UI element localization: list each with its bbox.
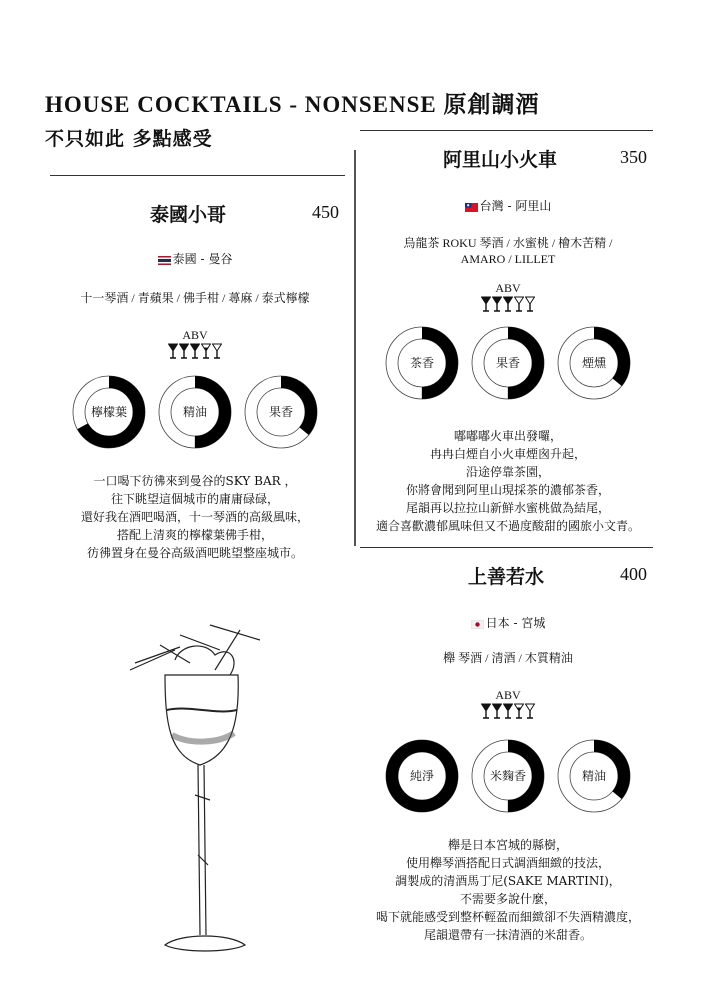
description-line: 不需要多說什麼， <box>459 892 556 906</box>
martini-glass-icon <box>525 703 535 723</box>
description-line: 調製成的清酒馬丁尼(SAKE MARTINI)， <box>395 874 621 888</box>
description-line: 嘟嘟嘟火車出發囉， <box>453 429 562 443</box>
martini-glass-icon <box>514 703 524 723</box>
flavor-label: 茶香 <box>409 356 434 370</box>
flavor-label: 精油 <box>581 769 606 783</box>
menu-subtitle: 不只如此 多點感受 <box>45 128 213 150</box>
origin <box>358 197 658 214</box>
cocktail-name: 泰國小哥 <box>150 204 227 226</box>
cocktail-price: 450 <box>312 202 339 222</box>
ingredients-line: 烏龍茶 ROKU 琴酒 / 水蜜桃 / 檜木苦精 / <box>403 236 613 250</box>
description-line: 櫸是日本宮城的縣樹， <box>447 838 568 852</box>
cocktail-name: 上善若水 <box>468 566 545 588</box>
martini-glass-icon <box>481 703 491 723</box>
divider <box>360 130 653 131</box>
cocktail-price: 400 <box>620 564 647 584</box>
abv-rating <box>358 281 658 316</box>
flavor-ring <box>556 738 632 814</box>
ingredients-line: AMARO / LILLET <box>460 252 556 266</box>
description <box>30 472 360 562</box>
martini-glass-icon <box>179 343 189 363</box>
martini-glass-icon <box>492 703 502 723</box>
martini-glass-icon <box>525 296 535 316</box>
flavor-ring <box>157 374 233 450</box>
martini-glass-icon <box>212 343 222 363</box>
flavor-ring <box>243 374 319 450</box>
martini-glass-icon <box>503 296 513 316</box>
flavor-ring <box>384 738 460 814</box>
martini-glass-icon <box>492 296 502 316</box>
flavor-label: 精油 <box>182 405 207 419</box>
divider <box>50 175 345 176</box>
flavor-label: 煙燻 <box>581 356 606 370</box>
cocktail-price: 350 <box>620 147 647 167</box>
flavor-ring <box>71 374 147 450</box>
origin <box>358 614 658 631</box>
description-line: 還好我在酒吧喝酒，十一琴酒的高級風味， <box>80 510 309 524</box>
cocktail-name: 阿里山小火車 <box>443 149 558 171</box>
description-line: 喝下就能感受到整杯輕盈而細緻卻不失酒精濃度， <box>375 910 640 924</box>
description <box>348 427 668 535</box>
ingredients-line: 櫸 琴酒 / 清酒 / 木質精油 <box>443 651 573 665</box>
flavor-label: 果香 <box>268 405 293 419</box>
abv-label: ABV <box>182 328 208 342</box>
thailand-flag-icon <box>158 254 171 263</box>
flavor-label: 純淨 <box>409 769 434 783</box>
japan-flag-icon <box>471 618 484 627</box>
flavor-ring <box>470 738 546 814</box>
description-line: 尾韻還帶有一抹清酒的米甜香。 <box>423 928 592 942</box>
flavor-label: 果香 <box>495 356 520 370</box>
flavor-ring <box>470 325 546 401</box>
flavor-label: 檸檬葉 <box>90 405 127 419</box>
cocktail-glass-illustration <box>120 615 270 965</box>
martini-glass-icon <box>481 296 491 316</box>
abv-rating <box>358 688 658 723</box>
description-line: 使用櫸琴酒搭配日式調酒細緻的技法， <box>405 856 610 870</box>
martini-glass-icon <box>503 703 513 723</box>
description-line: 一口喝下彷彿來到曼谷的SKY BAR ， <box>93 474 297 488</box>
abv-rating <box>40 328 350 363</box>
ingredients <box>358 650 658 666</box>
description-line: 往下眺望這個城市的庸庸碌碌， <box>110 492 279 506</box>
martini-glass-icon <box>190 343 200 363</box>
menu-title: HOUSE COCKTAILS - NONSENSE 原創調酒 <box>45 92 540 117</box>
flavor-label: 米麴香 <box>489 769 526 783</box>
origin-text: 日本 - 宮城 <box>485 616 546 630</box>
ingredients <box>40 290 350 306</box>
description-line: 冉冉白煙自小火車煙囪升起， <box>429 447 586 461</box>
origin <box>40 250 350 267</box>
flavor-rings <box>358 325 658 401</box>
abv-label: ABV <box>495 688 521 702</box>
martini-glass-icon <box>168 343 178 363</box>
abv-label: ABV <box>495 281 521 295</box>
description-line: 尾韻再以拉拉山新鮮水蜜桃做為結尾， <box>405 501 610 515</box>
taiwan-flag-icon <box>465 201 478 210</box>
description-line: 你將會聞到阿里山現採茶的濃郁茶香， <box>405 483 610 497</box>
ingredients-line: 十一琴酒 / 青蘋果 / 佛手柑 / 蕁麻 / 泰式檸檬 <box>80 291 310 305</box>
flavor-rings <box>40 374 350 450</box>
description-line: 適合喜歡濃郁風味但又不過度酸甜的國旅小文青。 <box>375 519 640 533</box>
origin-text: 台灣 - 阿里山 <box>479 199 552 213</box>
divider <box>360 547 653 548</box>
martini-glass-icon <box>201 343 211 363</box>
flavor-rings <box>358 738 658 814</box>
description-line: 搭配上清爽的檸檬葉佛手柑， <box>116 528 273 542</box>
description-line: 沿途停靠茶園， <box>465 465 550 479</box>
description <box>348 836 668 944</box>
flavor-ring <box>384 325 460 401</box>
martini-glass-icon <box>514 296 524 316</box>
description-line: 彷彿置身在曼谷高級酒吧眺望整座城市。 <box>86 546 303 560</box>
origin-text: 泰國 - 曼谷 <box>172 252 233 266</box>
ingredients <box>358 235 658 267</box>
flavor-ring <box>556 325 632 401</box>
